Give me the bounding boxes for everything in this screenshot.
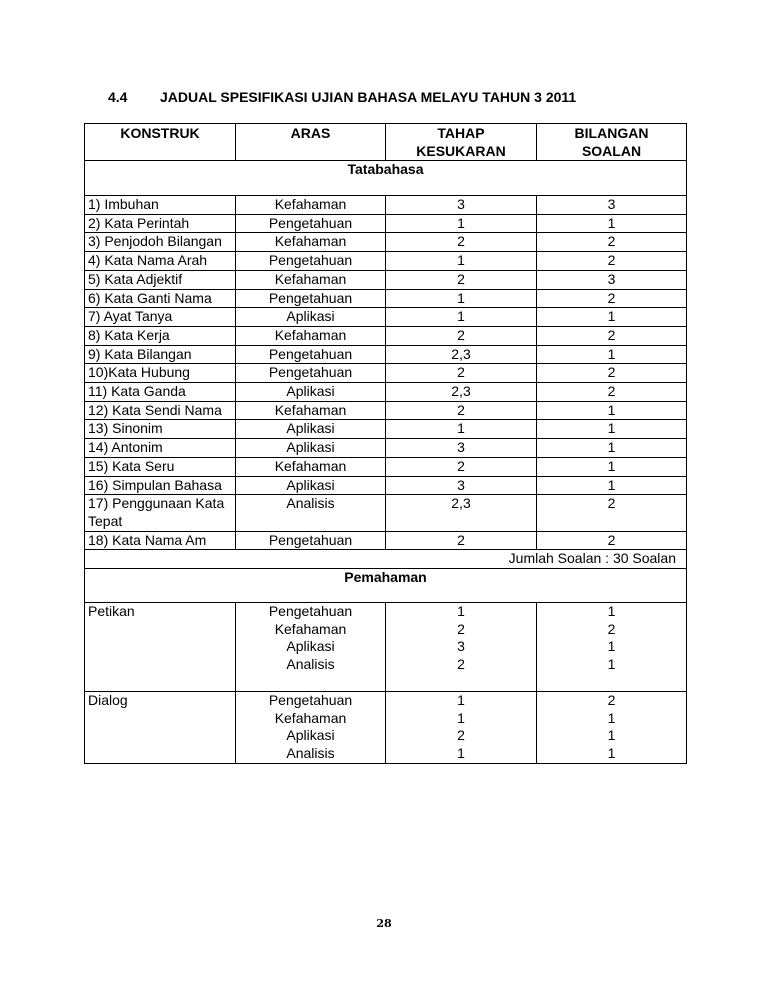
aras-line: Aplikasi bbox=[286, 638, 335, 655]
section-tatabahasa bbox=[85, 161, 687, 196]
cell-konstruk: 3) Penjodoh Bilangan bbox=[85, 233, 236, 252]
section-title-tatabahasa: Tatabahasa bbox=[85, 161, 687, 196]
cell-bilangan: 3 bbox=[537, 270, 687, 289]
cell-konstruk: 8) Kata Kerja bbox=[85, 326, 236, 345]
table-row bbox=[85, 531, 687, 550]
cell-tahap: 2 bbox=[386, 270, 537, 289]
section-number: 4.4 bbox=[108, 89, 128, 105]
cell-aras: Pengetahuan bbox=[236, 345, 386, 364]
cell-bilangan: 2 bbox=[537, 233, 687, 252]
table-row bbox=[85, 364, 687, 383]
cell-aras: Aplikasi bbox=[236, 308, 386, 327]
total-soalan: Jumlah Soalan : 30 Soalan bbox=[85, 550, 687, 569]
table-row bbox=[85, 420, 687, 439]
cell-aras: Kefahaman bbox=[236, 401, 386, 420]
bilangan-line: 2 bbox=[607, 620, 616, 637]
tahap-line: 1 bbox=[457, 691, 465, 708]
cell-aras: Pengetahuan bbox=[236, 252, 386, 271]
cell-konstruk: 7) Ayat Tanya bbox=[85, 308, 236, 327]
cell-tahap: 2 bbox=[386, 457, 537, 476]
cell-konstruk: 15) Kata Seru bbox=[85, 457, 236, 476]
cell-bilangan: 2 bbox=[537, 531, 687, 550]
table-header-row bbox=[85, 124, 687, 161]
cell-tahap: 2 bbox=[386, 233, 537, 252]
cell-tahap bbox=[386, 691, 537, 763]
aras-line: Aplikasi bbox=[286, 727, 335, 744]
cell-tahap: 1 bbox=[386, 214, 537, 233]
cell-konstruk: 16) Simpulan Bahasa bbox=[85, 476, 236, 495]
cell-konstruk: 4) Kata Nama Arah bbox=[85, 252, 236, 271]
cell-tahap: 3 bbox=[386, 196, 537, 215]
cell-aras: Aplikasi bbox=[236, 420, 386, 439]
table-row bbox=[85, 476, 687, 495]
tahap-line: 2 bbox=[457, 620, 465, 637]
aras-line: Kefahaman bbox=[274, 620, 347, 637]
cell-aras: Kefahaman bbox=[236, 326, 386, 345]
cell-bilangan: 1 bbox=[537, 457, 687, 476]
cell-aras: Kefahaman bbox=[236, 233, 386, 252]
cell-aras: Aplikasi bbox=[236, 439, 386, 458]
bilangan-line: 2 bbox=[607, 691, 616, 708]
group-row bbox=[85, 691, 687, 763]
cell-bilangan: 1 bbox=[537, 345, 687, 364]
header-aras: ARAS bbox=[236, 124, 386, 161]
header-tahap-kesukaran: TAHAP KESUKARAN bbox=[386, 124, 537, 161]
cell-konstruk: 6) Kata Ganti Nama bbox=[85, 289, 236, 308]
table-row bbox=[85, 196, 687, 215]
cell-bilangan: 3 bbox=[537, 196, 687, 215]
aras-line: Analisis bbox=[286, 744, 335, 761]
cell-konstruk: 9) Kata Bilangan bbox=[85, 345, 236, 364]
table-row bbox=[85, 401, 687, 420]
tahap-line: 1 bbox=[457, 744, 465, 761]
cell-konstruk: 10)Kata Hubung bbox=[85, 364, 236, 383]
section-pemahaman bbox=[85, 569, 687, 603]
table-row bbox=[85, 252, 687, 271]
cell-bilangan: 2 bbox=[537, 495, 687, 531]
table-row bbox=[85, 383, 687, 402]
cell-tahap: 1 bbox=[386, 308, 537, 327]
table-row bbox=[85, 457, 687, 476]
table-row bbox=[85, 233, 687, 252]
cell-konstruk: 12) Kata Sendi Nama bbox=[85, 401, 236, 420]
aras-line: Analisis bbox=[286, 656, 335, 673]
cell-tahap: 1 bbox=[386, 289, 537, 308]
cell-konstruk: Dialog bbox=[85, 691, 236, 763]
cell-konstruk: 5) Kata Adjektif bbox=[85, 270, 236, 289]
cell-bilangan: 1 bbox=[537, 476, 687, 495]
cell-aras: Analisis bbox=[236, 495, 386, 531]
cell-konstruk: 18) Kata Nama Am bbox=[85, 531, 236, 550]
table-row bbox=[85, 439, 687, 458]
cell-bilangan bbox=[537, 603, 687, 692]
header-konstruk: KONSTRUK bbox=[85, 124, 236, 161]
cell-tahap: 2,3 bbox=[386, 495, 537, 531]
table-row bbox=[85, 308, 687, 327]
cell-bilangan: 1 bbox=[537, 420, 687, 439]
cell-bilangan: 2 bbox=[537, 364, 687, 383]
bilangan-line: 1 bbox=[607, 744, 616, 761]
tahap-line: 3 bbox=[457, 638, 465, 655]
tahap-line: 2 bbox=[457, 656, 465, 673]
group-row bbox=[85, 603, 687, 692]
cell-aras: Pengetahuan bbox=[236, 364, 386, 383]
cell-konstruk: 17) Penggunaan Kata Tepat bbox=[85, 495, 236, 531]
aras-line: Pengetahuan bbox=[268, 691, 353, 708]
cell-tahap: 2 bbox=[386, 531, 537, 550]
header-bilangan-soalan: BILANGAN SOALAN bbox=[537, 124, 687, 161]
table-row bbox=[85, 495, 687, 531]
cell-bilangan: 1 bbox=[537, 308, 687, 327]
cell-bilangan: 2 bbox=[537, 383, 687, 402]
cell-aras: Pengetahuan bbox=[236, 289, 386, 308]
cell-bilangan: 2 bbox=[537, 326, 687, 345]
bilangan-line: 1 bbox=[607, 727, 616, 744]
bilangan-line: 1 bbox=[607, 638, 616, 655]
bilangan-line: 1 bbox=[607, 709, 616, 726]
bilangan-line: 1 bbox=[607, 656, 616, 673]
cell-tahap: 2,3 bbox=[386, 383, 537, 402]
cell-tahap: 3 bbox=[386, 439, 537, 458]
cell-tahap: 1 bbox=[386, 252, 537, 271]
cell-bilangan: 1 bbox=[537, 401, 687, 420]
bilangan-line: 1 bbox=[607, 603, 616, 620]
cell-aras bbox=[236, 691, 386, 763]
cell-aras bbox=[236, 603, 386, 692]
section-title: JADUAL SPESIFIKASI UJIAN BAHASA MELAYU TAHUN 3 2011 bbox=[160, 89, 577, 105]
total-row bbox=[85, 550, 687, 569]
cell-tahap: 2 bbox=[386, 326, 537, 345]
aras-line: Kefahaman bbox=[274, 709, 347, 726]
cell-aras: Aplikasi bbox=[236, 383, 386, 402]
cell-bilangan: 2 bbox=[537, 289, 687, 308]
tahap-line: 1 bbox=[457, 709, 465, 726]
cell-bilangan bbox=[537, 691, 687, 763]
cell-konstruk: 1) Imbuhan bbox=[85, 196, 236, 215]
cell-tahap: 2 bbox=[386, 364, 537, 383]
specification-table bbox=[84, 123, 687, 764]
cell-bilangan: 2 bbox=[537, 252, 687, 271]
table-row bbox=[85, 345, 687, 364]
table-row bbox=[85, 270, 687, 289]
cell-tahap bbox=[386, 603, 537, 692]
cell-bilangan: 1 bbox=[537, 439, 687, 458]
cell-konstruk: Petikan bbox=[85, 603, 236, 692]
section-title-pemahaman: Pemahaman bbox=[85, 569, 687, 603]
cell-aras: Pengetahuan bbox=[236, 531, 386, 550]
cell-konstruk: 2) Kata Perintah bbox=[85, 214, 236, 233]
cell-tahap: 2,3 bbox=[386, 345, 537, 364]
cell-aras: Kefahaman bbox=[236, 457, 386, 476]
aras-line: Pengetahuan bbox=[268, 603, 353, 620]
cell-tahap: 3 bbox=[386, 476, 537, 495]
cell-aras: Kefahaman bbox=[236, 196, 386, 215]
cell-tahap: 2 bbox=[386, 401, 537, 420]
cell-konstruk: 14) Antonim bbox=[85, 439, 236, 458]
cell-aras: Aplikasi bbox=[236, 476, 386, 495]
page-number: 28 bbox=[376, 917, 392, 930]
section-heading bbox=[108, 89, 576, 105]
cell-konstruk: 13) Sinonim bbox=[85, 420, 236, 439]
cell-tahap: 1 bbox=[386, 420, 537, 439]
tahap-line: 1 bbox=[457, 603, 465, 620]
tahap-line: 2 bbox=[457, 727, 465, 744]
table-row bbox=[85, 214, 687, 233]
cell-bilangan: 1 bbox=[537, 214, 687, 233]
cell-konstruk: 11) Kata Ganda bbox=[85, 383, 236, 402]
cell-aras: Kefahaman bbox=[236, 270, 386, 289]
table-row bbox=[85, 326, 687, 345]
table-row bbox=[85, 289, 687, 308]
cell-aras: Pengetahuan bbox=[236, 214, 386, 233]
